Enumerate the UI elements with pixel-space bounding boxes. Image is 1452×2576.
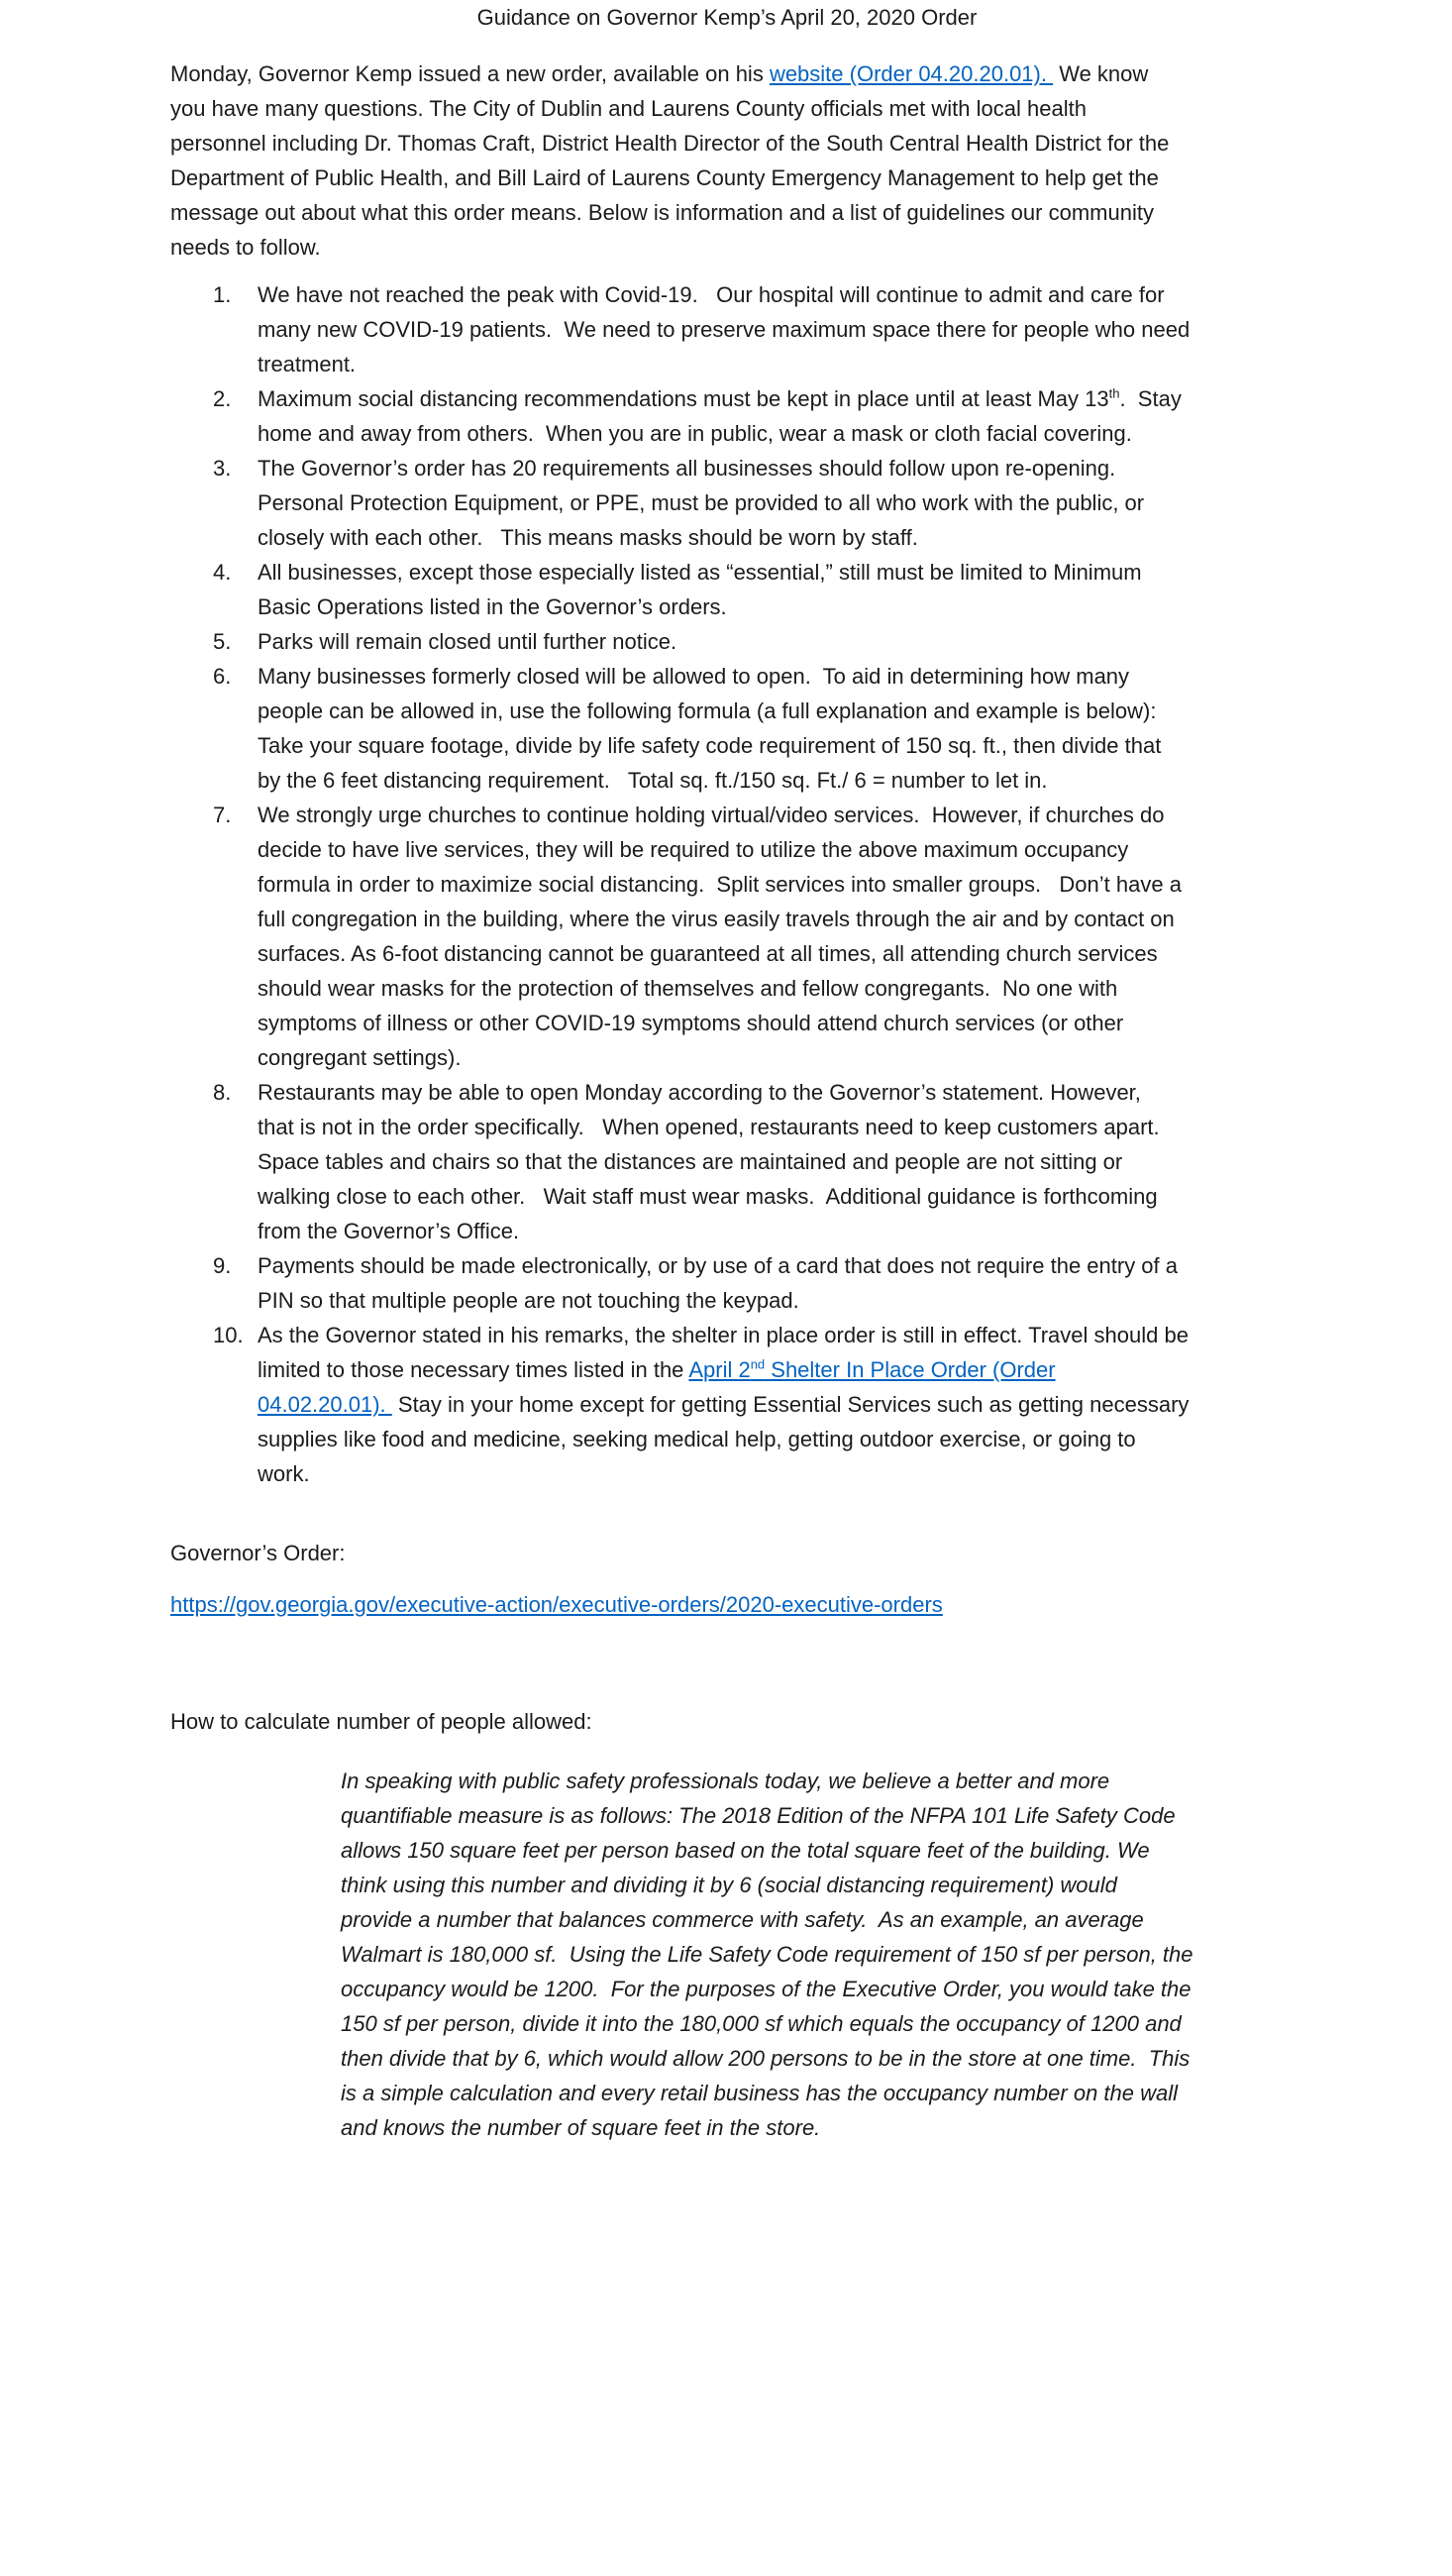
text-line [341, 1764, 1284, 1798]
text-run: Maximum social distancing recommendations must be kept in place until at least May 13 [258, 386, 1109, 411]
text-line [341, 1798, 1284, 1833]
list-item-1 [170, 277, 1284, 381]
text-line [258, 832, 1284, 867]
text-line [258, 416, 1284, 451]
text-run: walking close to each other. Wait staff must wear masks. Additional guidance is forthcoming [258, 1184, 1158, 1209]
text-run: treatment. [258, 352, 357, 376]
text-run: needs to follow. [170, 235, 321, 260]
text-line [258, 485, 1284, 520]
list-item-7 [170, 798, 1284, 1075]
text-line [170, 161, 1284, 195]
text-run: Parks will remain closed until further notice. [258, 629, 677, 654]
text-line [258, 763, 1284, 798]
list-item-number: 10. [213, 1323, 244, 1347]
text-run: As the Governor stated in his remarks, the shelter in place order is still in effect. Travel should be [258, 1323, 1189, 1347]
text-line [258, 1283, 1284, 1318]
text-run: home and away from others. When you are in public, wear a mask or cloth facial covering. [258, 421, 1132, 446]
governors-order-heading: Governor’s Order: [170, 1541, 346, 1565]
text-run: message out about what this order means. Below is information and a list of guidelines our community [170, 200, 1154, 225]
list-item-number: 5. [213, 629, 232, 654]
text-line [258, 971, 1284, 1006]
list-item-10 [170, 1318, 1284, 1491]
list-item-5 [170, 624, 1284, 659]
text-run: provide a number that balances commerce with safety. As an example, an average [341, 1907, 1144, 1932]
text-line [341, 1972, 1284, 2006]
text-line [341, 1937, 1284, 1972]
text-run: Department of Public Health, and Bill Laird of Laurens County Emergency Management to help get the [170, 165, 1159, 190]
text-run: The Governor’s order has 20 requirements all businesses should follow upon re-opening. [258, 456, 1116, 481]
text-line [341, 2041, 1284, 2076]
text-line [170, 91, 1284, 126]
text-line [258, 1040, 1284, 1075]
text-run: Stay in your home except for getting Essential Services such as getting necessary [391, 1392, 1190, 1417]
text-line [258, 451, 1284, 485]
list-item-number: 9. [213, 1253, 232, 1278]
text-line [258, 277, 1284, 312]
list-item-2 [170, 381, 1284, 451]
text-line [258, 1110, 1284, 1144]
text-line [258, 1179, 1284, 1214]
text-line [341, 1868, 1284, 1902]
text-line [341, 2076, 1284, 2110]
text-run: you have many questions. The City of Dublin and Laurens County officials met with local health [170, 96, 1087, 121]
text-run: Monday, Governor Kemp issued a new order, available on his [170, 61, 770, 86]
text-run: formula in order to maximize social distancing. Split services into smaller groups. Don’t have a [258, 872, 1182, 897]
text-run: Payments should be made electronically, or by use of a card that does not require the entry of a [258, 1253, 1179, 1278]
list-item-number: 6. [213, 664, 232, 689]
text-run: We know [1053, 61, 1149, 86]
text-run: We strongly urge churches to continue holding virtual/video services. However, if churches do [258, 803, 1165, 827]
text-run: then divide that by 6, which would allow 200 persons to be in the store at one time. This [341, 2046, 1191, 2071]
text-run: th [1108, 385, 1120, 401]
text-line [258, 936, 1284, 971]
text-line [258, 1248, 1284, 1283]
text-line [258, 1006, 1284, 1040]
list-item-text [258, 451, 1284, 555]
list-item-number: 4. [213, 560, 232, 585]
text-run: occupancy would be 1200. For the purposes of the Executive Order, you would take the [341, 1977, 1192, 2001]
text-run: Walmart is 180,000 sf. Using the Life Safety Code requirement of 150 sf per person, the [341, 1942, 1193, 1967]
text-line [258, 381, 1284, 416]
text-run: Personal Protection Equipment, or PPE, must be provided to all who work with the public, or [258, 490, 1145, 515]
text-line [258, 728, 1284, 763]
text-line [341, 1833, 1284, 1868]
intro-paragraph [170, 56, 1284, 265]
list-item-text [258, 624, 1284, 659]
text-line [258, 1422, 1284, 1456]
text-line [258, 867, 1284, 902]
text-run: Many businesses formerly closed will be allowed to open. To aid in determining how many [258, 664, 1130, 689]
text-line [170, 56, 1284, 91]
text-run: quantifiable measure is as follows: The 2018 Edition of the NFPA 101 Life Safety Code [341, 1803, 1176, 1828]
text-run: closely with each other. This means masks should be worn by staff. [258, 525, 918, 550]
text-run: 150 sf per person, divide it into the 180,000 sf which equals the occupancy of 1200 and [341, 2011, 1182, 2036]
text-line [258, 1352, 1284, 1387]
list-item-text [258, 381, 1284, 451]
executive-orders-url-line [170, 1587, 1284, 1622]
text-line [258, 1387, 1284, 1422]
text-line [258, 624, 1284, 659]
text-run: work. [258, 1461, 310, 1486]
text-line [258, 902, 1284, 936]
website-order-link[interactable]: website (Order 04.20.20.01). [769, 61, 1054, 86]
guidelines-list [170, 277, 1284, 1491]
text-run: by the 6 feet distancing requirement. Total sq. ft./150 sq. Ft./ 6 = number to let in. [258, 768, 1048, 793]
text-run: personnel including Dr. Thomas Craft, District Health Director of the South Central Health District for the [170, 131, 1170, 156]
text-line [258, 1318, 1284, 1352]
list-item-text [258, 1075, 1284, 1248]
shelter-in-place-order-link[interactable]: 04.02.20.01). [258, 1392, 392, 1417]
text-run: surfaces. As 6-foot distancing cannot be guaranteed at all times, all attending church services [258, 941, 1158, 966]
list-item-text [258, 277, 1284, 381]
list-item-number: 8. [213, 1080, 232, 1105]
text-line [258, 555, 1284, 590]
text-line [258, 694, 1284, 728]
text-line [258, 1144, 1284, 1179]
calculation-note [341, 1764, 1284, 2145]
text-run: that is not in the order specifically. When opened, restaurants need to keep customers apart. [258, 1115, 1160, 1139]
text-run: . Stay [1119, 386, 1182, 411]
text-line [258, 312, 1284, 347]
text-run: and knows the number of square feet in the store. [341, 2115, 821, 2140]
list-item-number: 3. [213, 456, 232, 481]
text-line [258, 520, 1284, 555]
list-item-8 [170, 1075, 1284, 1248]
text-run: from the Governor’s Office. [258, 1219, 520, 1243]
text-line [258, 1456, 1284, 1491]
list-item-text [258, 798, 1284, 1075]
list-item-text [258, 659, 1284, 798]
text-run: Take your square footage, divide by life safety code requirement of 150 sq. ft., then divide that [258, 733, 1162, 758]
text-line [170, 230, 1284, 265]
text-run: PIN so that multiple people are not touching the keypad. [258, 1288, 799, 1313]
text-run: limited to those necessary times listed in the [258, 1357, 689, 1382]
text-run: is a simple calculation and every retail business has the occupancy number on the wall [341, 2081, 1179, 2105]
text-run: full congregation in the building, where the virus easily travels through the air and by contact on [258, 907, 1175, 931]
text-line [258, 798, 1284, 832]
list-item-number: 1. [213, 282, 232, 307]
list-item-9 [170, 1248, 1284, 1318]
text-run: should wear masks for the protection of themselves and fellow congregants. No one with [258, 976, 1118, 1001]
text-run: Basic Operations listed in the Governor’s orders. [258, 594, 727, 619]
list-item-3 [170, 451, 1284, 555]
text-run: Space tables and chairs so that the distances are maintained and people are not sitting or [258, 1149, 1123, 1174]
list-item-4 [170, 555, 1284, 624]
text-line [170, 126, 1284, 161]
text-run: All businesses, except those especially listed as “essential,” still must be limited to Minimum [258, 560, 1142, 585]
list-item-number: 7. [213, 803, 232, 827]
list-item-text [258, 555, 1284, 624]
text-line [258, 347, 1284, 381]
text-line [258, 659, 1284, 694]
executive-orders-url-link[interactable]: https://gov.georgia.gov/executive-action/executive-orders/2020-executive-orders [170, 1592, 943, 1617]
text-run: many new COVID-19 patients. We need to preserve maximum space there for people who need [258, 317, 1191, 342]
list-item-text [258, 1248, 1284, 1318]
text-line [258, 1075, 1284, 1110]
text-line [258, 590, 1284, 624]
text-run: Restaurants may be able to open Monday according to the Governor’s statement. However, [258, 1080, 1141, 1105]
document-title: Guidance on Governor Kemp’s April 20, 2020 Order [476, 5, 978, 30]
text-line [341, 2006, 1284, 2041]
text-line [341, 2110, 1284, 2145]
text-line [258, 1214, 1284, 1248]
how-to-calculate-heading: How to calculate number of people allowed: [170, 1709, 592, 1734]
text-run: congregant settings). [258, 1045, 462, 1070]
list-item-6 [170, 659, 1284, 798]
text-run: decide to have live services, they will be required to utilize the above maximum occupancy [258, 837, 1129, 862]
list-item-text [258, 1318, 1284, 1491]
text-run: We have not reached the peak with Covid-19. Our hospital will continue to admit and care for [258, 282, 1165, 307]
text-line [170, 195, 1284, 230]
text-run: think using this number and dividing it by 6 (social distancing requirement) would [341, 1873, 1117, 1897]
text-line [341, 1902, 1284, 1937]
text-run: people can be allowed in, use the following formula (a full explanation and example is below): [258, 698, 1157, 723]
text-run: In speaking with public safety professionals today, we believe a better and more [341, 1769, 1110, 1793]
text-run: symptoms of illness or other COVID-19 symptoms should attend church services (or other [258, 1011, 1124, 1035]
text-run: allows 150 square feet per person based on the total square feet of the building. We [341, 1838, 1150, 1863]
list-item-number: 2. [213, 386, 232, 411]
shelter-in-place-order-link[interactable]: April 2nd Shelter In Place Order (Order [688, 1356, 1056, 1382]
document-content [170, 0, 1284, 2145]
text-run: supplies like food and medicine, seeking medical help, getting outdoor exercise, or going to [258, 1427, 1136, 1451]
